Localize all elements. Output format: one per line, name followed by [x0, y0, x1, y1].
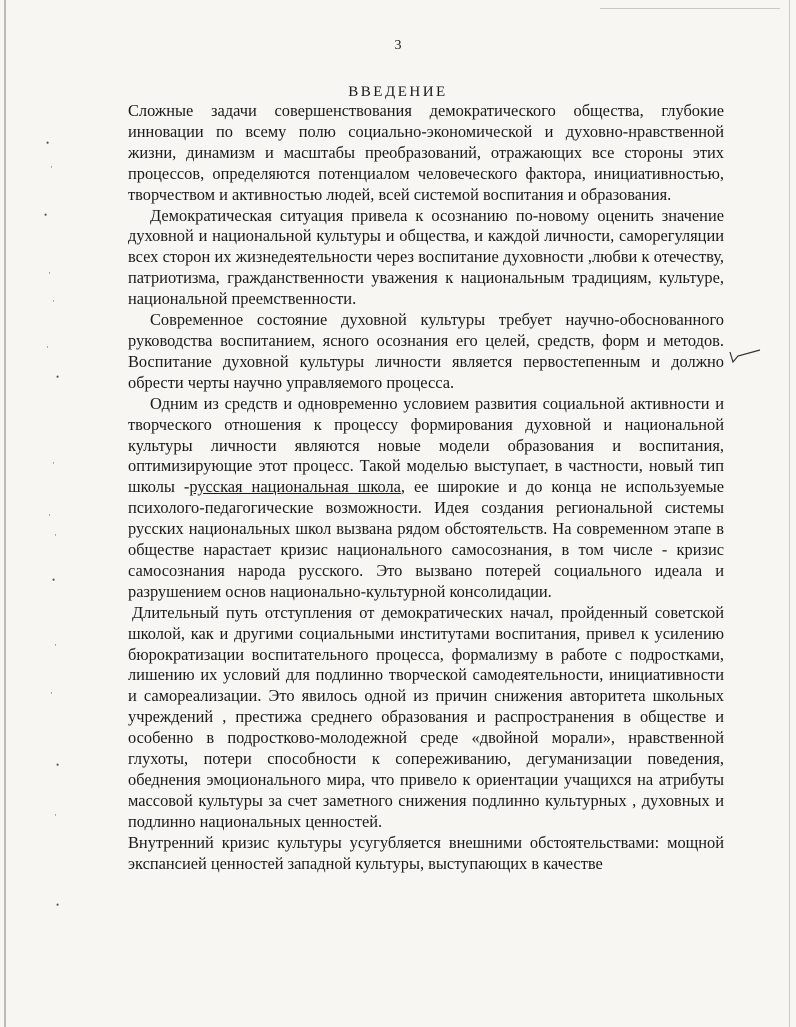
paragraph-national-school-lead: Одним из средств и одновременно условием развития социальной активности и творческого отношения к процессу формирования духовной и национальной культуры личности являются новые модели образования и воспитания, оптимизирующие этот процесс. Такой моделью выступает, в частности, новый тип школы - [128, 393, 724, 497]
margin-speck: · [52, 458, 55, 468]
margin-speck: · [46, 342, 49, 352]
margin-speck: · [52, 296, 55, 306]
paragraph-internal-crisis: Внутренний кризис культуры усугубляется внешними обстоятельствами: мощной экспансией ценностей западной культуры, выступающих в качестве [128, 832, 724, 873]
scan-left-edge [4, 0, 6, 1027]
margin-speck: · [54, 530, 57, 540]
margin-speck: • [46, 138, 50, 148]
margin-speck: • [56, 900, 60, 910]
paragraph-intro: Сложные задачи совершенствования демократического общества, глубокие инновации по всему полю социально-экономической и духовно-нравственной жизни, динамизм и масштабы преобразований, отражающих все стороны этих процессов, определяются потенциалом человеческого фактора, инициативностью, творчеством и активностью людей, всей системой воспитания и образования. [128, 101, 724, 204]
margin-speck: · [54, 810, 57, 820]
handwritten-check-icon [728, 348, 762, 366]
margin-speck: • [52, 575, 56, 585]
paragraph-democratic-situation: Демократическая ситуация привела к осознанию по-новому оценить значение духовной и национальной культуры и общества, и каждой личности, саморегуляции всех сторон их жизнедеятельности через воспитание духовности ,любви к отечеству, патриотизма, гражданственности уважения к национальным традициям, культуре, национальной преемственности. [128, 205, 724, 309]
scan-top-edge [600, 8, 780, 9]
margin-speck: · [50, 162, 53, 172]
scan-right-edge [789, 0, 790, 1027]
margin-speck: · [50, 688, 53, 698]
page-title: ВВЕДЕНИЕ [348, 84, 448, 100]
paragraph-national-school [128, 394, 724, 603]
underlined-phrase: русская национальная школа [189, 477, 401, 497]
margin-speck: · [48, 510, 51, 520]
page-number: 3 [394, 38, 402, 53]
body-text [128, 101, 724, 875]
margin-speck: • [44, 210, 48, 220]
paragraph-national-school-tail: , ее широкие и до конца не используемые психолого-педагогические возможности. Идея создания региональной системы русских национальных школ вызвана рядом обстоятельств. На современном этапе в обществе нарастает кризис национального самосознания, в том числе - кризис самосознания народа русского. Это вызвано потерей социального идеала и разрушением основ национально-культурной консолидации. [128, 477, 724, 601]
margin-speck: · [54, 640, 57, 650]
paragraph-modern-state: Современное состояние духовной культуры требует научно-обоснованного руководства воспитанием, ясного осознания его целей, средств, форм и методов. Воспитание духовной культуры личности является первостепенным и должно обрести черты научно управляемого процесса. [128, 310, 724, 392]
margin-speck: • [56, 372, 60, 382]
paragraph-long-retreat: Длительный путь отступления от демократических начал, пройденный советской школой, как и другими социальными институтами воспитания, привел к усилению бюрократизации воспитательного процесса, формализму в работе с подростками, лишению их условий для подлинно творческой самодеятельности, инициативности и самореализации. Это явилось одной из причин снижения авторитета школьных учреждений , престижа среднего образования и распространения в обществе и особенно в подростково-молодежной среде «двойной морали», нравственной глухоты, потери способности к сопереживанию, дегуманизации поведения, обеднения эмоционального мира, что привело к ориентации учащихся на атрибуты массовой культуры за счет заметного снижения подлинно культурных , духовных и подлинно национальных ценностей. [128, 602, 724, 831]
margin-speck: • [56, 760, 60, 770]
margin-specks [30, 120, 70, 1000]
margin-speck: · [48, 268, 51, 278]
